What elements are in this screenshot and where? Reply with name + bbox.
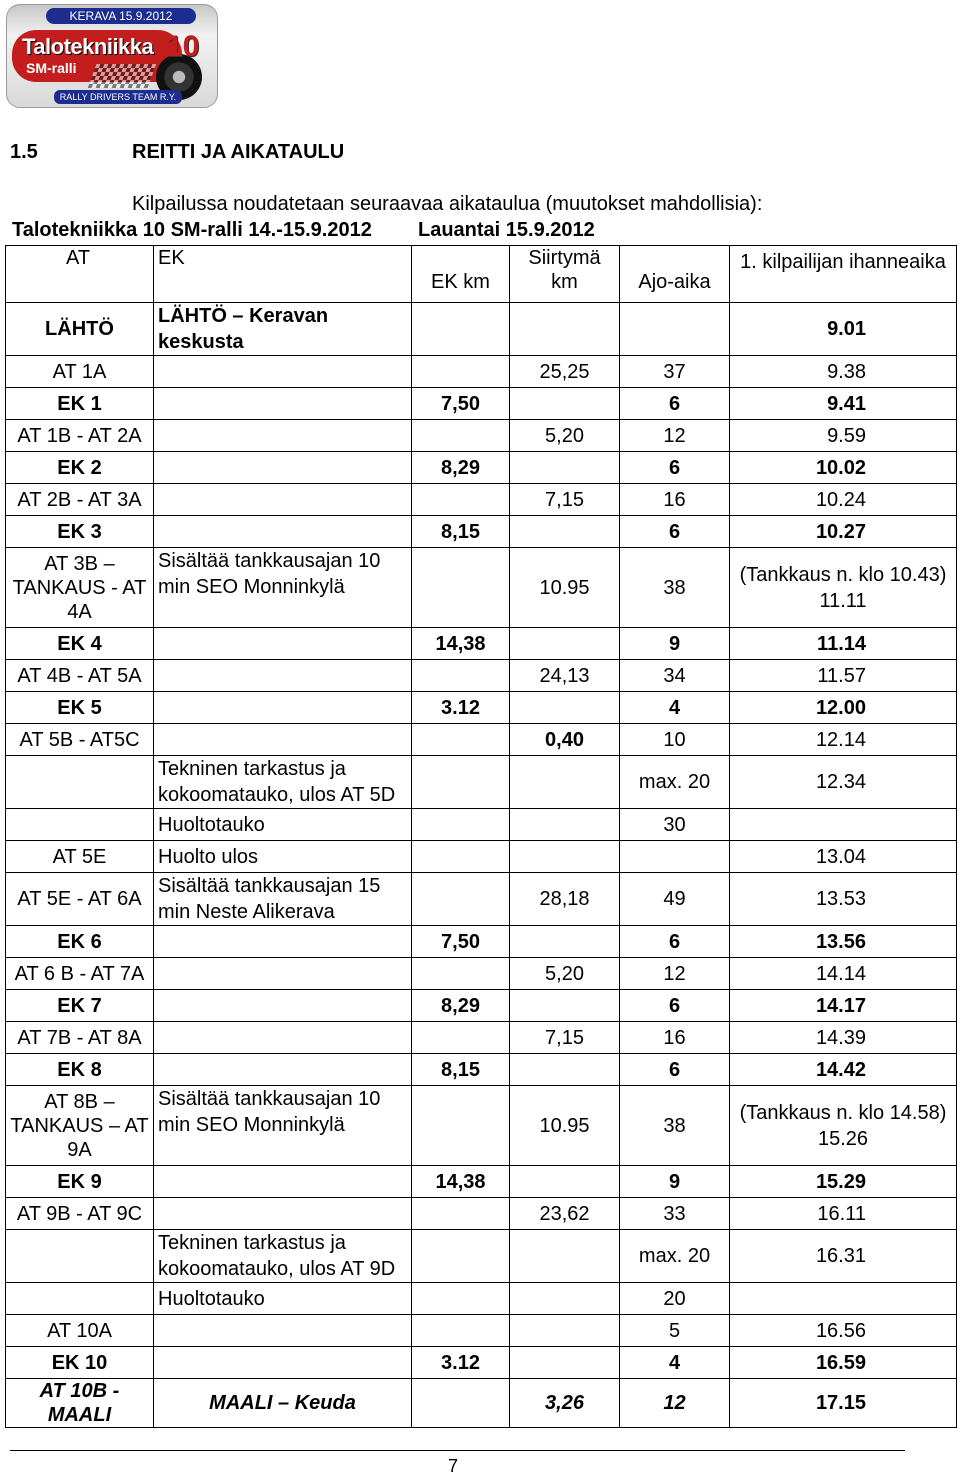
cell-siirtyma-km (510, 303, 620, 356)
cell-ajo-aika: max. 20 (620, 1230, 730, 1283)
cell-ihanneaika: 16.31 (730, 1230, 957, 1283)
cell-siirtyma-km (510, 1166, 620, 1198)
table-row (6, 1086, 957, 1166)
cell-at (6, 756, 154, 809)
cell-description: Sisältää tankkausajan 10 min SEO Monninkylä (154, 548, 412, 628)
cell-ek-km (412, 1230, 510, 1283)
cell-description (154, 1022, 412, 1054)
cell-description (154, 1198, 412, 1230)
cell-at: EK 7 (6, 990, 154, 1022)
cell-siirtyma-km: 5,20 (510, 958, 620, 990)
cell-ajo-aika: 6 (620, 1054, 730, 1086)
table-row (6, 1379, 957, 1428)
table-row (6, 926, 957, 958)
header-ek: EK (154, 246, 412, 303)
header-ihanneaika: 1. kilpailijan ihanneaika (730, 246, 957, 303)
cell-ihanneaika: 10.24 (730, 484, 957, 516)
footer-divider (10, 1450, 905, 1451)
cell-at: AT 1A (6, 356, 154, 388)
cell-ihanneaika: 12.14 (730, 724, 957, 756)
ideal-time: 11.11 (819, 589, 867, 612)
table-row (6, 1166, 957, 1198)
cell-ajo-aika: 10 (620, 724, 730, 756)
cell-at (6, 809, 154, 841)
cell-ajo-aika: 6 (620, 516, 730, 548)
cell-ek-km (412, 1379, 510, 1428)
header-ajoaika: Ajo-aika (620, 246, 730, 303)
cell-at: AT 8B – TANKAUS – AT 9A (6, 1086, 154, 1166)
schedule-table (5, 245, 957, 1428)
cell-at: AT 9B - AT 9C (6, 1198, 154, 1230)
cell-ajo-aika: 16 (620, 484, 730, 516)
cell-siirtyma-km: 10.95 (510, 548, 620, 628)
cell-at: EK 4 (6, 628, 154, 660)
cell-ajo-aika: 4 (620, 1347, 730, 1379)
table-row (6, 990, 957, 1022)
cell-ihanneaika: 17.15 (730, 1379, 957, 1428)
cell-ihanneaika: 16.56 (730, 1315, 957, 1347)
cell-ihanneaika: 11.57 (730, 660, 957, 692)
cell-at: AT 10A (6, 1315, 154, 1347)
cell-siirtyma-km (510, 628, 620, 660)
table-row (6, 958, 957, 990)
cell-ihanneaika: 9.01 (730, 303, 957, 356)
cell-ihanneaika: 9.41 (730, 388, 957, 420)
cell-ihanneaika: 14.39 (730, 1022, 957, 1054)
cell-siirtyma-km: 25,25 (510, 356, 620, 388)
cell-at: EK 2 (6, 452, 154, 484)
cell-description: Tekninen tarkastus ja kokoomatauko, ulos AT 5D (154, 756, 412, 809)
cell-description (154, 420, 412, 452)
cell-ek-km: 7,50 (412, 926, 510, 958)
cell-description (154, 1054, 412, 1086)
tankkaus-note: (Tankkaus n. klo 10.43) (739, 563, 947, 586)
cell-ek-km (412, 1198, 510, 1230)
table-row (6, 1054, 957, 1086)
table-row (6, 841, 957, 873)
cell-ihanneaika: 11.14 (730, 628, 957, 660)
cell-description (154, 356, 412, 388)
cell-ihanneaika: 16.11 (730, 1198, 957, 1230)
cell-description: LÄHTÖ – Keravan keskusta (154, 303, 412, 356)
cell-siirtyma-km (510, 841, 620, 873)
cell-ajo-aika: 38 (620, 1086, 730, 1166)
cell-description: MAALI – Keuda (154, 1379, 412, 1428)
cell-at: AT 10B - MAALI (6, 1379, 154, 1428)
cell-description (154, 1315, 412, 1347)
cell-ek-km: 8,15 (412, 516, 510, 548)
cell-ihanneaika: 14.42 (730, 1054, 957, 1086)
cell-siirtyma-km (510, 990, 620, 1022)
cell-siirtyma-km: 3,26 (510, 1379, 620, 1428)
cell-ajo-aika: 20 (620, 1283, 730, 1315)
cell-ek-km: 3.12 (412, 1347, 510, 1379)
cell-ihanneaika (730, 1283, 957, 1315)
cell-ajo-aika: max. 20 (620, 756, 730, 809)
cell-ihanneaika (730, 1086, 957, 1166)
cell-siirtyma-km (510, 809, 620, 841)
cell-siirtyma-km: 28,18 (510, 873, 620, 926)
event-name: Talotekniikka 10 SM-ralli 14.-15.9.2012 (12, 219, 372, 241)
cell-ajo-aika: 6 (620, 388, 730, 420)
cell-at: AT 3B – TANKAUS - AT 4A (6, 548, 154, 628)
cell-siirtyma-km: 5,20 (510, 420, 620, 452)
cell-at: AT 2B - AT 3A (6, 484, 154, 516)
cell-ihanneaika: 16.59 (730, 1347, 957, 1379)
logo-brand: Talotekniikka (22, 34, 154, 59)
table-row (6, 1198, 957, 1230)
cell-at: EK 10 (6, 1347, 154, 1379)
cell-ajo-aika: 34 (620, 660, 730, 692)
cell-siirtyma-km (510, 1315, 620, 1347)
rally-logo (6, 4, 218, 108)
cell-at: AT 4B - AT 5A (6, 660, 154, 692)
section-number: 1.5 (10, 141, 38, 163)
table-row (6, 484, 957, 516)
cell-at: EK 1 (6, 388, 154, 420)
cell-ek-km (412, 1283, 510, 1315)
cell-siirtyma-km: 10.95 (510, 1086, 620, 1166)
cell-at: EK 9 (6, 1166, 154, 1198)
cell-ek-km (412, 958, 510, 990)
table-row (6, 388, 957, 420)
table-row (6, 756, 957, 809)
cell-siirtyma-km (510, 1230, 620, 1283)
table-row (6, 809, 957, 841)
cell-ajo-aika: 9 (620, 1166, 730, 1198)
table-row (6, 516, 957, 548)
cell-ihanneaika: 9.59 (730, 420, 957, 452)
cell-ihanneaika: 13.04 (730, 841, 957, 873)
tankkaus-note: (Tankkaus n. klo 14.58) (739, 1101, 947, 1124)
cell-ihanneaika (730, 548, 957, 628)
cell-ihanneaika: 12.00 (730, 692, 957, 724)
cell-ajo-aika: 12 (620, 420, 730, 452)
cell-ihanneaika: 13.56 (730, 926, 957, 958)
cell-ajo-aika: 37 (620, 356, 730, 388)
cell-siirtyma-km: 7,15 (510, 1022, 620, 1054)
table-row (6, 724, 957, 756)
cell-at: AT 1B - AT 2A (6, 420, 154, 452)
cell-ajo-aika: 6 (620, 990, 730, 1022)
cell-description (154, 1347, 412, 1379)
event-day: Lauantai 15.9.2012 (418, 219, 595, 241)
cell-ihanneaika: 15.29 (730, 1166, 957, 1198)
cell-ek-km: 7,50 (412, 388, 510, 420)
cell-siirtyma-km (510, 516, 620, 548)
cell-description (154, 484, 412, 516)
cell-siirtyma-km (510, 452, 620, 484)
cell-description (154, 724, 412, 756)
cell-ihanneaika: 10.02 (730, 452, 957, 484)
cell-description (154, 1166, 412, 1198)
cell-ajo-aika: 6 (620, 452, 730, 484)
cell-description: Sisältää tankkausajan 10 min SEO Monninkylä (154, 1086, 412, 1166)
cell-ek-km (412, 1022, 510, 1054)
table-row (6, 1347, 957, 1379)
header-at: AT (6, 246, 154, 303)
section-title: REITTI JA AIKATAULU (132, 141, 345, 163)
cell-description (154, 452, 412, 484)
cell-ajo-aika: 9 (620, 628, 730, 660)
cell-ajo-aika: 30 (620, 809, 730, 841)
cell-ek-km (412, 1315, 510, 1347)
cell-ajo-aika: 33 (620, 1198, 730, 1230)
table-row (6, 1022, 957, 1054)
cell-ek-km (412, 303, 510, 356)
cell-at: AT 5E (6, 841, 154, 873)
cell-ajo-aika: 38 (620, 548, 730, 628)
cell-ek-km (412, 1086, 510, 1166)
cell-at: LÄHTÖ (6, 303, 154, 356)
cell-ihanneaika: 14.14 (730, 958, 957, 990)
ideal-time: 15.26 (817, 1127, 869, 1150)
table-row (6, 660, 957, 692)
header-row (6, 246, 957, 303)
cell-siirtyma-km: 23,62 (510, 1198, 620, 1230)
cell-at: EK 5 (6, 692, 154, 724)
cell-siirtyma-km (510, 926, 620, 958)
cell-siirtyma-km (510, 756, 620, 809)
cell-at: AT 6 B - AT 7A (6, 958, 154, 990)
cell-ek-km (412, 420, 510, 452)
cell-at (6, 1230, 154, 1283)
table-row (6, 628, 957, 660)
cell-ihanneaika: 10.27 (730, 516, 957, 548)
header-ekkm: EK km (412, 246, 510, 303)
logo-top-text: KERAVA 15.9.2012 (46, 8, 196, 24)
cell-ihanneaika: 12.34 (730, 756, 957, 809)
cell-siirtyma-km: 24,13 (510, 660, 620, 692)
cell-siirtyma-km: 0,40 (510, 724, 620, 756)
cell-ek-km (412, 756, 510, 809)
table-row (6, 1315, 957, 1347)
cell-siirtyma-km (510, 1283, 620, 1315)
cell-description (154, 958, 412, 990)
logo-bottom-text: RALLY DRIVERS TEAM R.Y. (54, 90, 182, 104)
cell-ajo-aika: 12 (620, 1379, 730, 1428)
cell-ihanneaika: 9.38 (730, 356, 957, 388)
table-row (6, 873, 957, 926)
cell-siirtyma-km (510, 1347, 620, 1379)
header-siirtyma: Siirtymä km (510, 246, 620, 303)
cell-ek-km: 8,15 (412, 1054, 510, 1086)
cell-description (154, 660, 412, 692)
cell-description (154, 628, 412, 660)
cell-at: AT 7B - AT 8A (6, 1022, 154, 1054)
cell-ek-km (412, 660, 510, 692)
table-row (6, 692, 957, 724)
cell-ek-km: 8,29 (412, 452, 510, 484)
cell-description: Huoltotauko (154, 809, 412, 841)
page-number: 7 (448, 1456, 459, 1476)
cell-ajo-aika: 5 (620, 1315, 730, 1347)
cell-description (154, 516, 412, 548)
cell-at: AT 5E - AT 6A (6, 873, 154, 926)
cell-ek-km: 14,38 (412, 628, 510, 660)
cell-siirtyma-km: 7,15 (510, 484, 620, 516)
cell-siirtyma-km (510, 388, 620, 420)
table-row (6, 420, 957, 452)
cell-ihanneaika: 14.17 (730, 990, 957, 1022)
table-row (6, 548, 957, 628)
cell-description: Huolto ulos (154, 841, 412, 873)
cell-description (154, 926, 412, 958)
table-row (6, 1283, 957, 1315)
cell-ek-km (412, 841, 510, 873)
logo-number: 10 (166, 30, 200, 63)
cell-ihanneaika: 13.53 (730, 873, 957, 926)
cell-ajo-aika: 4 (620, 692, 730, 724)
cell-ek-km (412, 484, 510, 516)
intro-text: Kilpailussa noudatetaan seuraavaa aikataulua (muutokset mahdollisia): (132, 193, 763, 215)
cell-at (6, 1283, 154, 1315)
cell-description: Sisältää tankkausajan 15 min Neste Alikerava (154, 873, 412, 926)
cell-ek-km: 8,29 (412, 990, 510, 1022)
cell-ajo-aika: 6 (620, 926, 730, 958)
cell-ihanneaika (730, 809, 957, 841)
cell-ek-km (412, 809, 510, 841)
cell-description: Huoltotauko (154, 1283, 412, 1315)
table-row (6, 303, 957, 356)
cell-ajo-aika: 49 (620, 873, 730, 926)
cell-description: Tekninen tarkastus ja kokoomatauko, ulos AT 9D (154, 1230, 412, 1283)
cell-ek-km (412, 873, 510, 926)
cell-ajo-aika (620, 303, 730, 356)
cell-description (154, 388, 412, 420)
cell-ek-km (412, 548, 510, 628)
logo-sub: SM-ralli (26, 60, 77, 76)
cell-at: EK 6 (6, 926, 154, 958)
cell-siirtyma-km (510, 692, 620, 724)
table-row (6, 1230, 957, 1283)
cell-ek-km: 14,38 (412, 1166, 510, 1198)
cell-at: EK 3 (6, 516, 154, 548)
cell-ajo-aika: 12 (620, 958, 730, 990)
cell-ajo-aika (620, 841, 730, 873)
cell-description (154, 990, 412, 1022)
cell-description (154, 692, 412, 724)
cell-ek-km (412, 356, 510, 388)
cell-ajo-aika: 16 (620, 1022, 730, 1054)
cell-ek-km: 3.12 (412, 692, 510, 724)
cell-siirtyma-km (510, 1054, 620, 1086)
cell-ek-km (412, 724, 510, 756)
cell-at: AT 5B - AT5C (6, 724, 154, 756)
table-row (6, 452, 957, 484)
cell-at: EK 8 (6, 1054, 154, 1086)
table-row (6, 356, 957, 388)
